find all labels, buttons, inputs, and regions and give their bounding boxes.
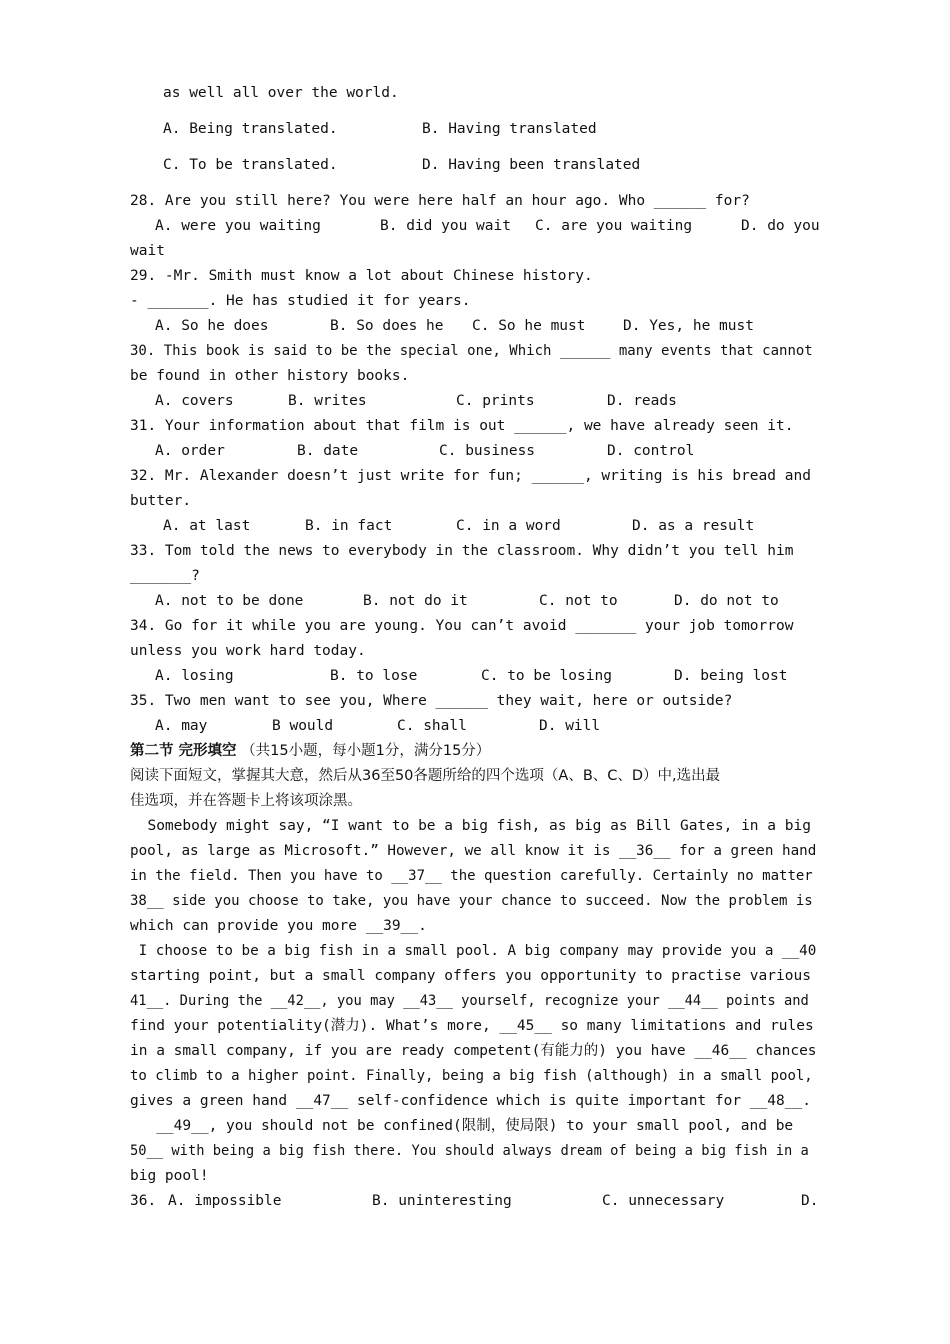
q32-option-b: B. in fact [305, 518, 393, 534]
q29-option-a: A. So he does [155, 318, 269, 334]
section2-title: 第二节 完形填空 [130, 743, 237, 759]
q29-option-b: B. So does he [330, 318, 444, 334]
q35-option-d: D. will [539, 718, 601, 734]
q30-option-a: A. covers [155, 393, 234, 409]
q34-stem-2: unless you work hard today. [130, 643, 366, 659]
q36-option-d: D. [801, 1193, 819, 1209]
q32-option-d: D. as a result [632, 518, 755, 534]
q30-option-d: D. reads [607, 393, 677, 409]
q32-stem-1: 32. Mr. Alexander doesn’t just write for fun; ______, writing is his bread and [130, 468, 811, 484]
q34-option-d: D. being lost [674, 668, 788, 684]
q31-stem: 31. Your information about that film is out ______, we have already seen it. [130, 418, 794, 434]
q36-number: 36. [130, 1193, 157, 1209]
q33-stem-2: _______? [130, 568, 200, 584]
q30-option-c: C. prints [456, 393, 535, 409]
q33-option-c: C. not to [539, 593, 618, 609]
q27-option-b: B. Having translated [422, 121, 597, 137]
q33-option-b: B. not do it [363, 593, 468, 609]
q31-option-a: A. order [155, 443, 225, 459]
q28-stem: 28. Are you still here? You were here half an hour ago. Who ______ for? [130, 193, 750, 209]
passage-line: gives a green hand __47__ self-confidence which is quite important for __48__. [130, 1093, 811, 1109]
q34-stem-1: 34. Go for it while you are young. You can’t avoid _______ your job tomorrow [130, 618, 794, 634]
section2-heading [130, 741, 820, 761]
passage-line: 41__. During the __42__, you may __43__ yourself, recognize your __44__ points and [130, 993, 809, 1009]
q28-option-a: A. were you waiting [155, 218, 321, 234]
passage-line: 50__ with being a big fish there. You should always dream of being a big fish in a [130, 1143, 809, 1159]
q28-option-c: C. are you waiting [535, 218, 693, 234]
q34-option-c: C. to be losing [481, 668, 612, 684]
q29-option-d: D. Yes, he must [623, 318, 754, 334]
passage-line: pool, as large as Microsoft.” However, we all know it is __36__ for a green hand [130, 843, 817, 859]
q29-stem-1: 29. -Mr. Smith must know a lot about Chinese history. [130, 268, 593, 284]
q35-stem: 35. Two men want to see you, Where ______ they wait, here or outside? [130, 693, 733, 709]
passage-line: in the field. Then you have to __37__ the question carefully. Certainly no matter [130, 868, 813, 884]
q30-option-b: B. writes [288, 393, 367, 409]
q30-stem-1: 30. This book is said to be the special one, Which ______ many events that cannot [130, 343, 813, 359]
q31-option-b: B. date [297, 443, 359, 459]
section2-instructions-2: 佳选项，并在答题卡上将该项涂黑。 [130, 793, 362, 809]
q29-option-c: C. So he must [472, 318, 586, 334]
q27-tail: as well all over the world. [163, 85, 399, 101]
q36-option-a: A. impossible [168, 1193, 282, 1209]
q34-option-b: B. to lose [330, 668, 418, 684]
q33-option-a: A. not to be done [155, 593, 304, 609]
passage-line: __49__, you should not be confined(限制，使局限) to your small pool, and be [130, 1118, 794, 1134]
q32-option-c: C. in a word [456, 518, 561, 534]
q28-option-d: D. do you [741, 218, 820, 234]
passage-line: in a small company, if you are ready competent(有能力的) you have __46__ chances [130, 1043, 817, 1059]
passage-line: Somebody might say, “I want to be a big fish, as big as Bill Gates, in a big [130, 818, 811, 834]
q30-stem-2: be found in other history books. [130, 368, 410, 384]
section2-instructions-1: 阅读下面短文，掌握其大意，然后从36至50各题所给的四个选项（A、B、C、D）中,选出最 [130, 768, 721, 784]
passage-line: I choose to be a big fish in a small pool. A big company may provide you a __40 [130, 943, 817, 959]
q35-option-c: C. shall [397, 718, 467, 734]
q29-stem-2: - _______. He has studied it for years. [130, 293, 471, 309]
q32-stem-2: butter. [130, 493, 192, 509]
q33-stem-1: 33. Tom told the news to everybody in the classroom. Why didn’t you tell him [130, 543, 794, 559]
passage-line: 38__ side you choose to take, you have your chance to succeed. Now the problem is [130, 893, 813, 909]
q32-option-a: A. at last [163, 518, 251, 534]
q35-option-b: B would [272, 718, 334, 734]
q31-option-c: C. business [439, 443, 536, 459]
q33-option-d: D. do not to [674, 593, 779, 609]
passage-line: big pool! [130, 1168, 209, 1184]
q28-option-b: B. did you wait [380, 218, 511, 234]
q27-option-c: C. To be translated. [163, 157, 338, 173]
q36-option-b: B. uninteresting [372, 1193, 512, 1209]
q34-option-a: A. losing [155, 668, 234, 684]
q27-option-d: D. Having been translated [422, 157, 641, 173]
passage-line: starting point, but a small company offers you opportunity to practise various [130, 968, 811, 984]
passage-line: find your potentiality(潜力). What’s more, __45__ so many limitations and rules [130, 1018, 814, 1034]
q31-option-d: D. control [607, 443, 695, 459]
q36-option-c: C. unnecessary [602, 1193, 725, 1209]
section2-note: （共15小题，每小题1分，满分15分） [241, 743, 491, 759]
passage-line: which can provide you more __39__. [130, 918, 427, 934]
q35-option-a: A. may [155, 718, 208, 734]
q27-option-a: A. Being translated. [163, 121, 338, 137]
q28-wrap: wait [130, 243, 165, 259]
passage-line: to climb to a higher point. Finally, being a big fish (although) in a small pool, [130, 1068, 813, 1084]
